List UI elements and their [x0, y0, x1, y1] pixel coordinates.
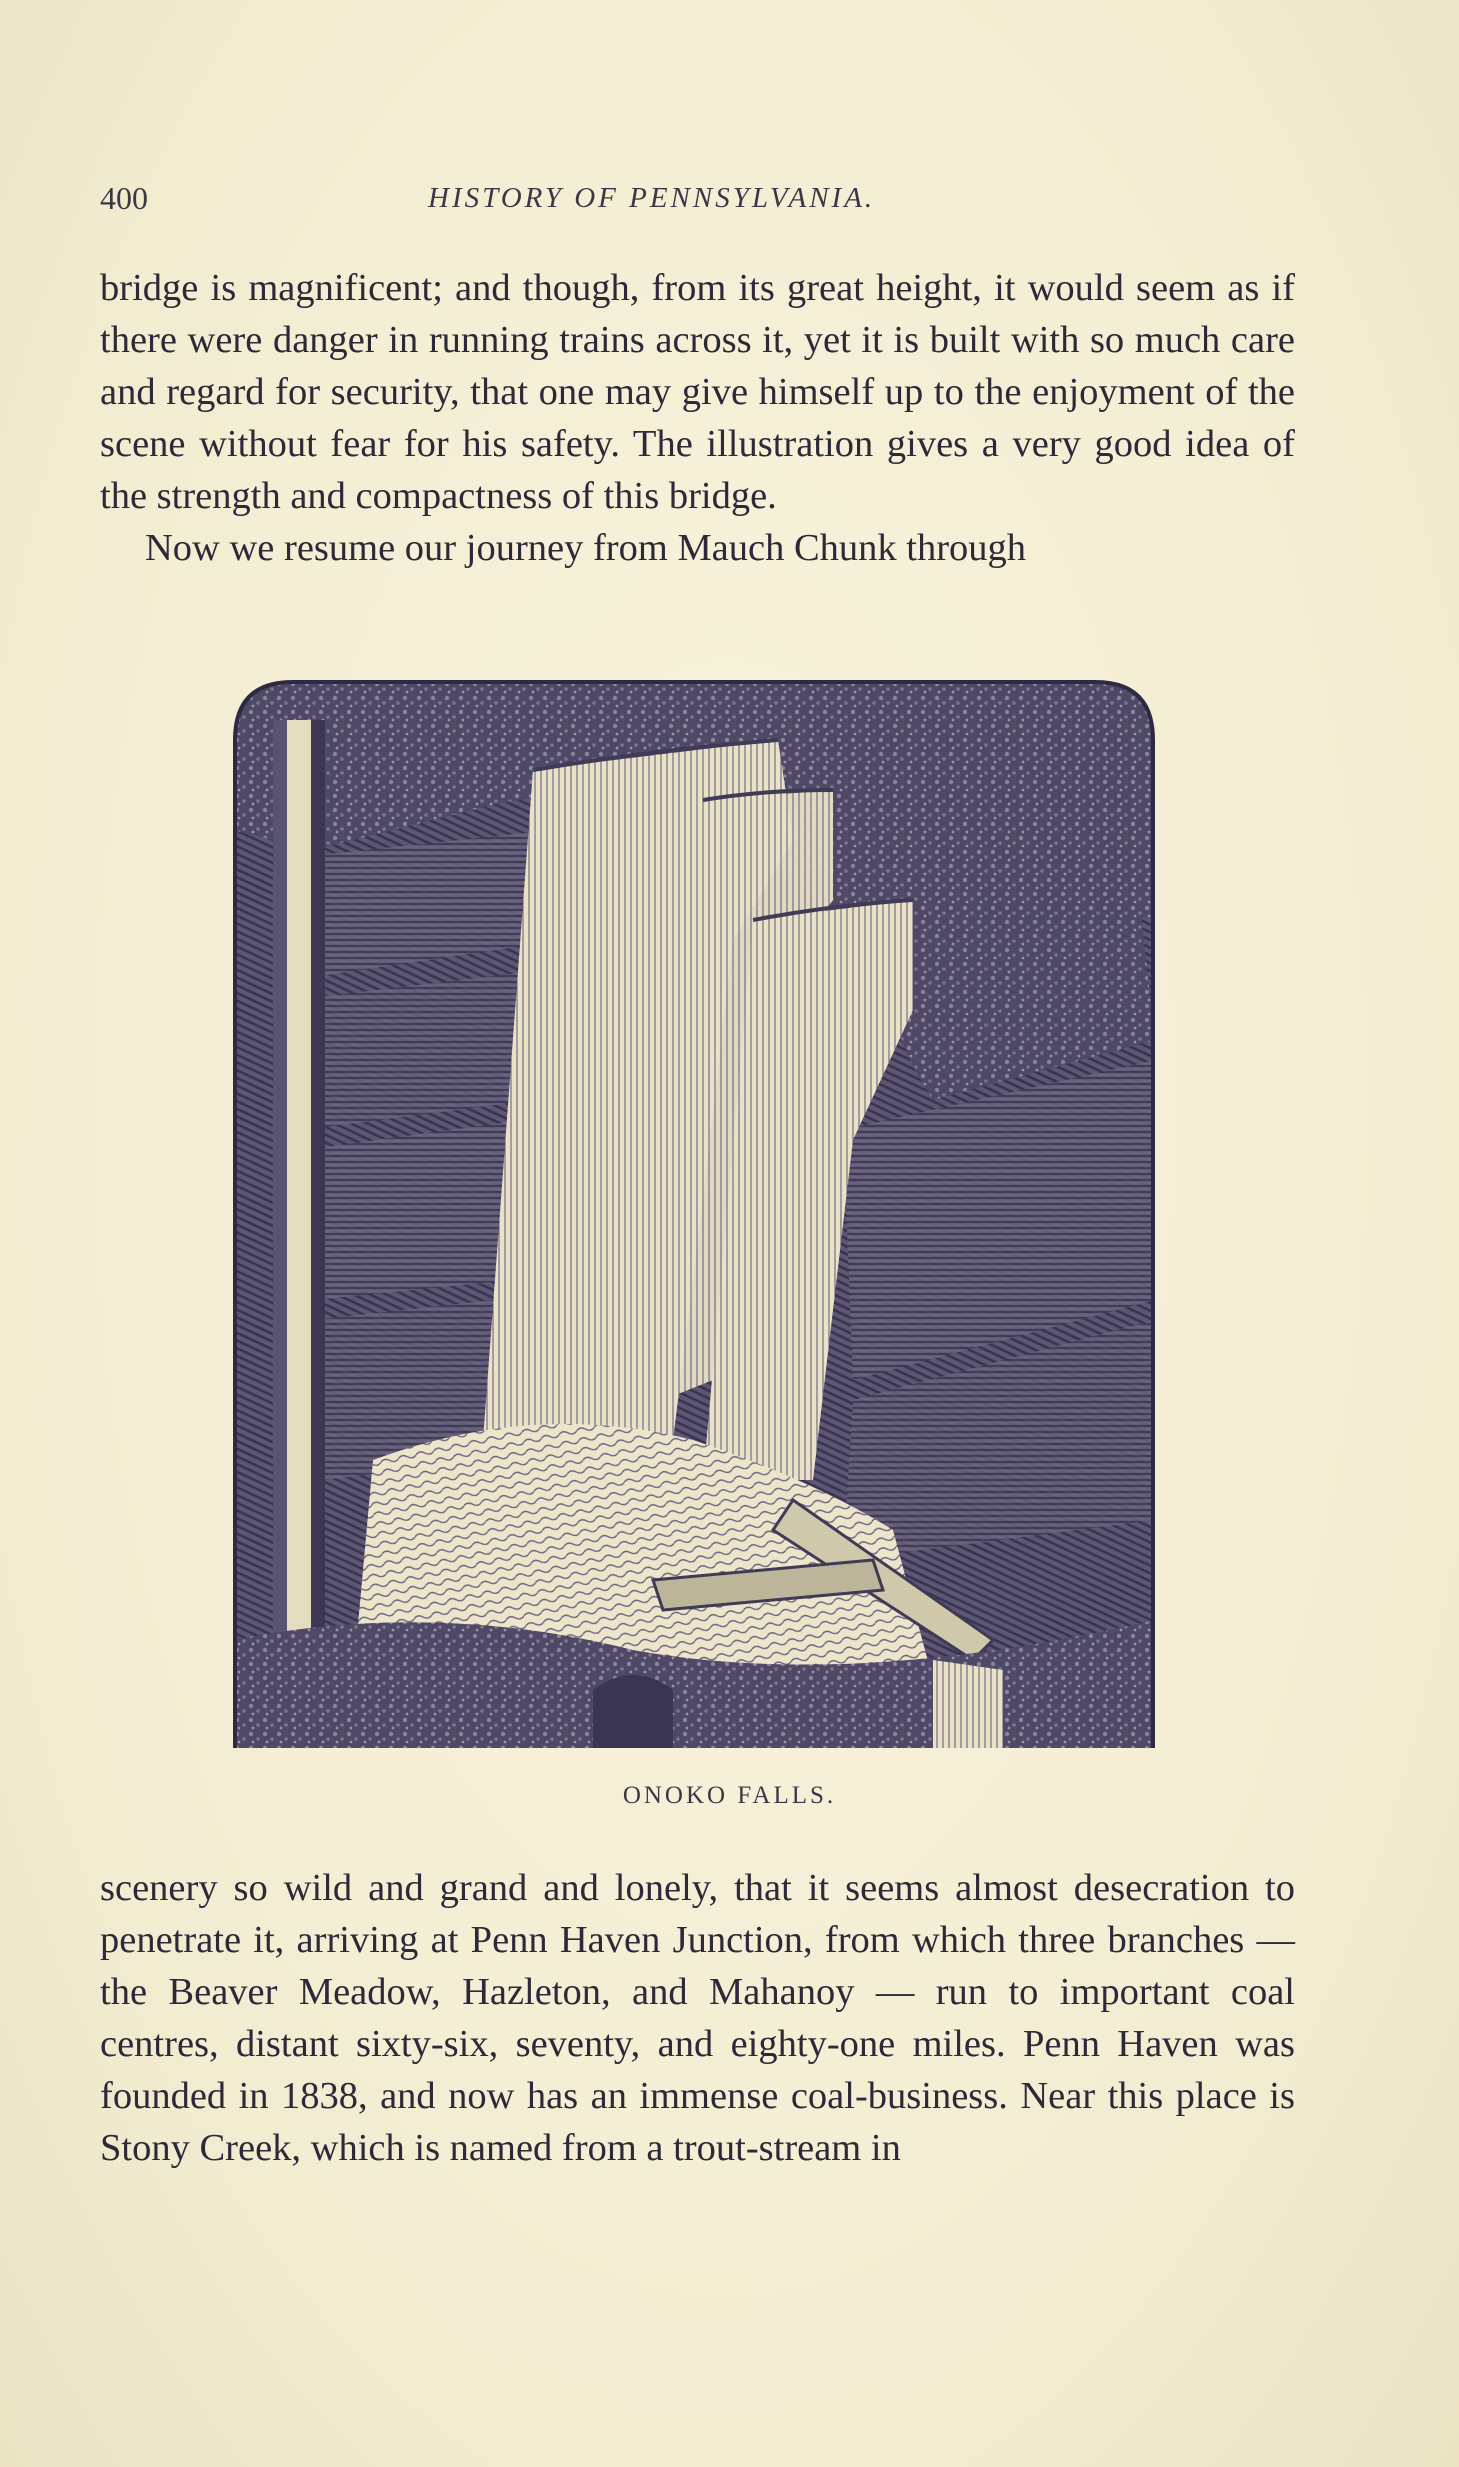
engraving-illustration: [233, 680, 1155, 1748]
paragraph-journey: Now we resume our journey from Mauch Chunk through: [145, 527, 1027, 569]
top-text-block: [100, 262, 1295, 574]
page-number: 400: [100, 180, 148, 216]
bottom-text-block: [100, 1862, 1295, 2174]
onoko-falls-engraving: [233, 680, 1155, 1748]
figure-caption: ONOKO FALLS.: [622, 1782, 837, 1809]
paragraph-continued: bridge is magnificent; and though, from its great height, it would seem as if there were danger in running trains across it, yet it is built with so much care and regard for security, that one may give himself up to the enjoyment of the scene without fear for his safety. The illustration gives a very good idea of the strength and compactness of this bridge.: [100, 267, 1295, 517]
page-header: [100, 180, 1295, 230]
running-head: HISTORY OF PENNSYLVANIA.: [428, 182, 876, 214]
paragraph-scenery: scenery so wild and grand and lonely, that it seems almost desecration to penetrate it, arriving at Penn Haven Junction, from which three branches — the Beaver Meadow, Hazleton, and Mahanoy — run to important coal centres, distant sixty-six, seventy, and eighty-one miles. Penn Haven was founded in 1838, and now has an immense coal-business. Near this place is Stony Creek, which is named from a trout-stream in: [100, 1867, 1295, 2169]
